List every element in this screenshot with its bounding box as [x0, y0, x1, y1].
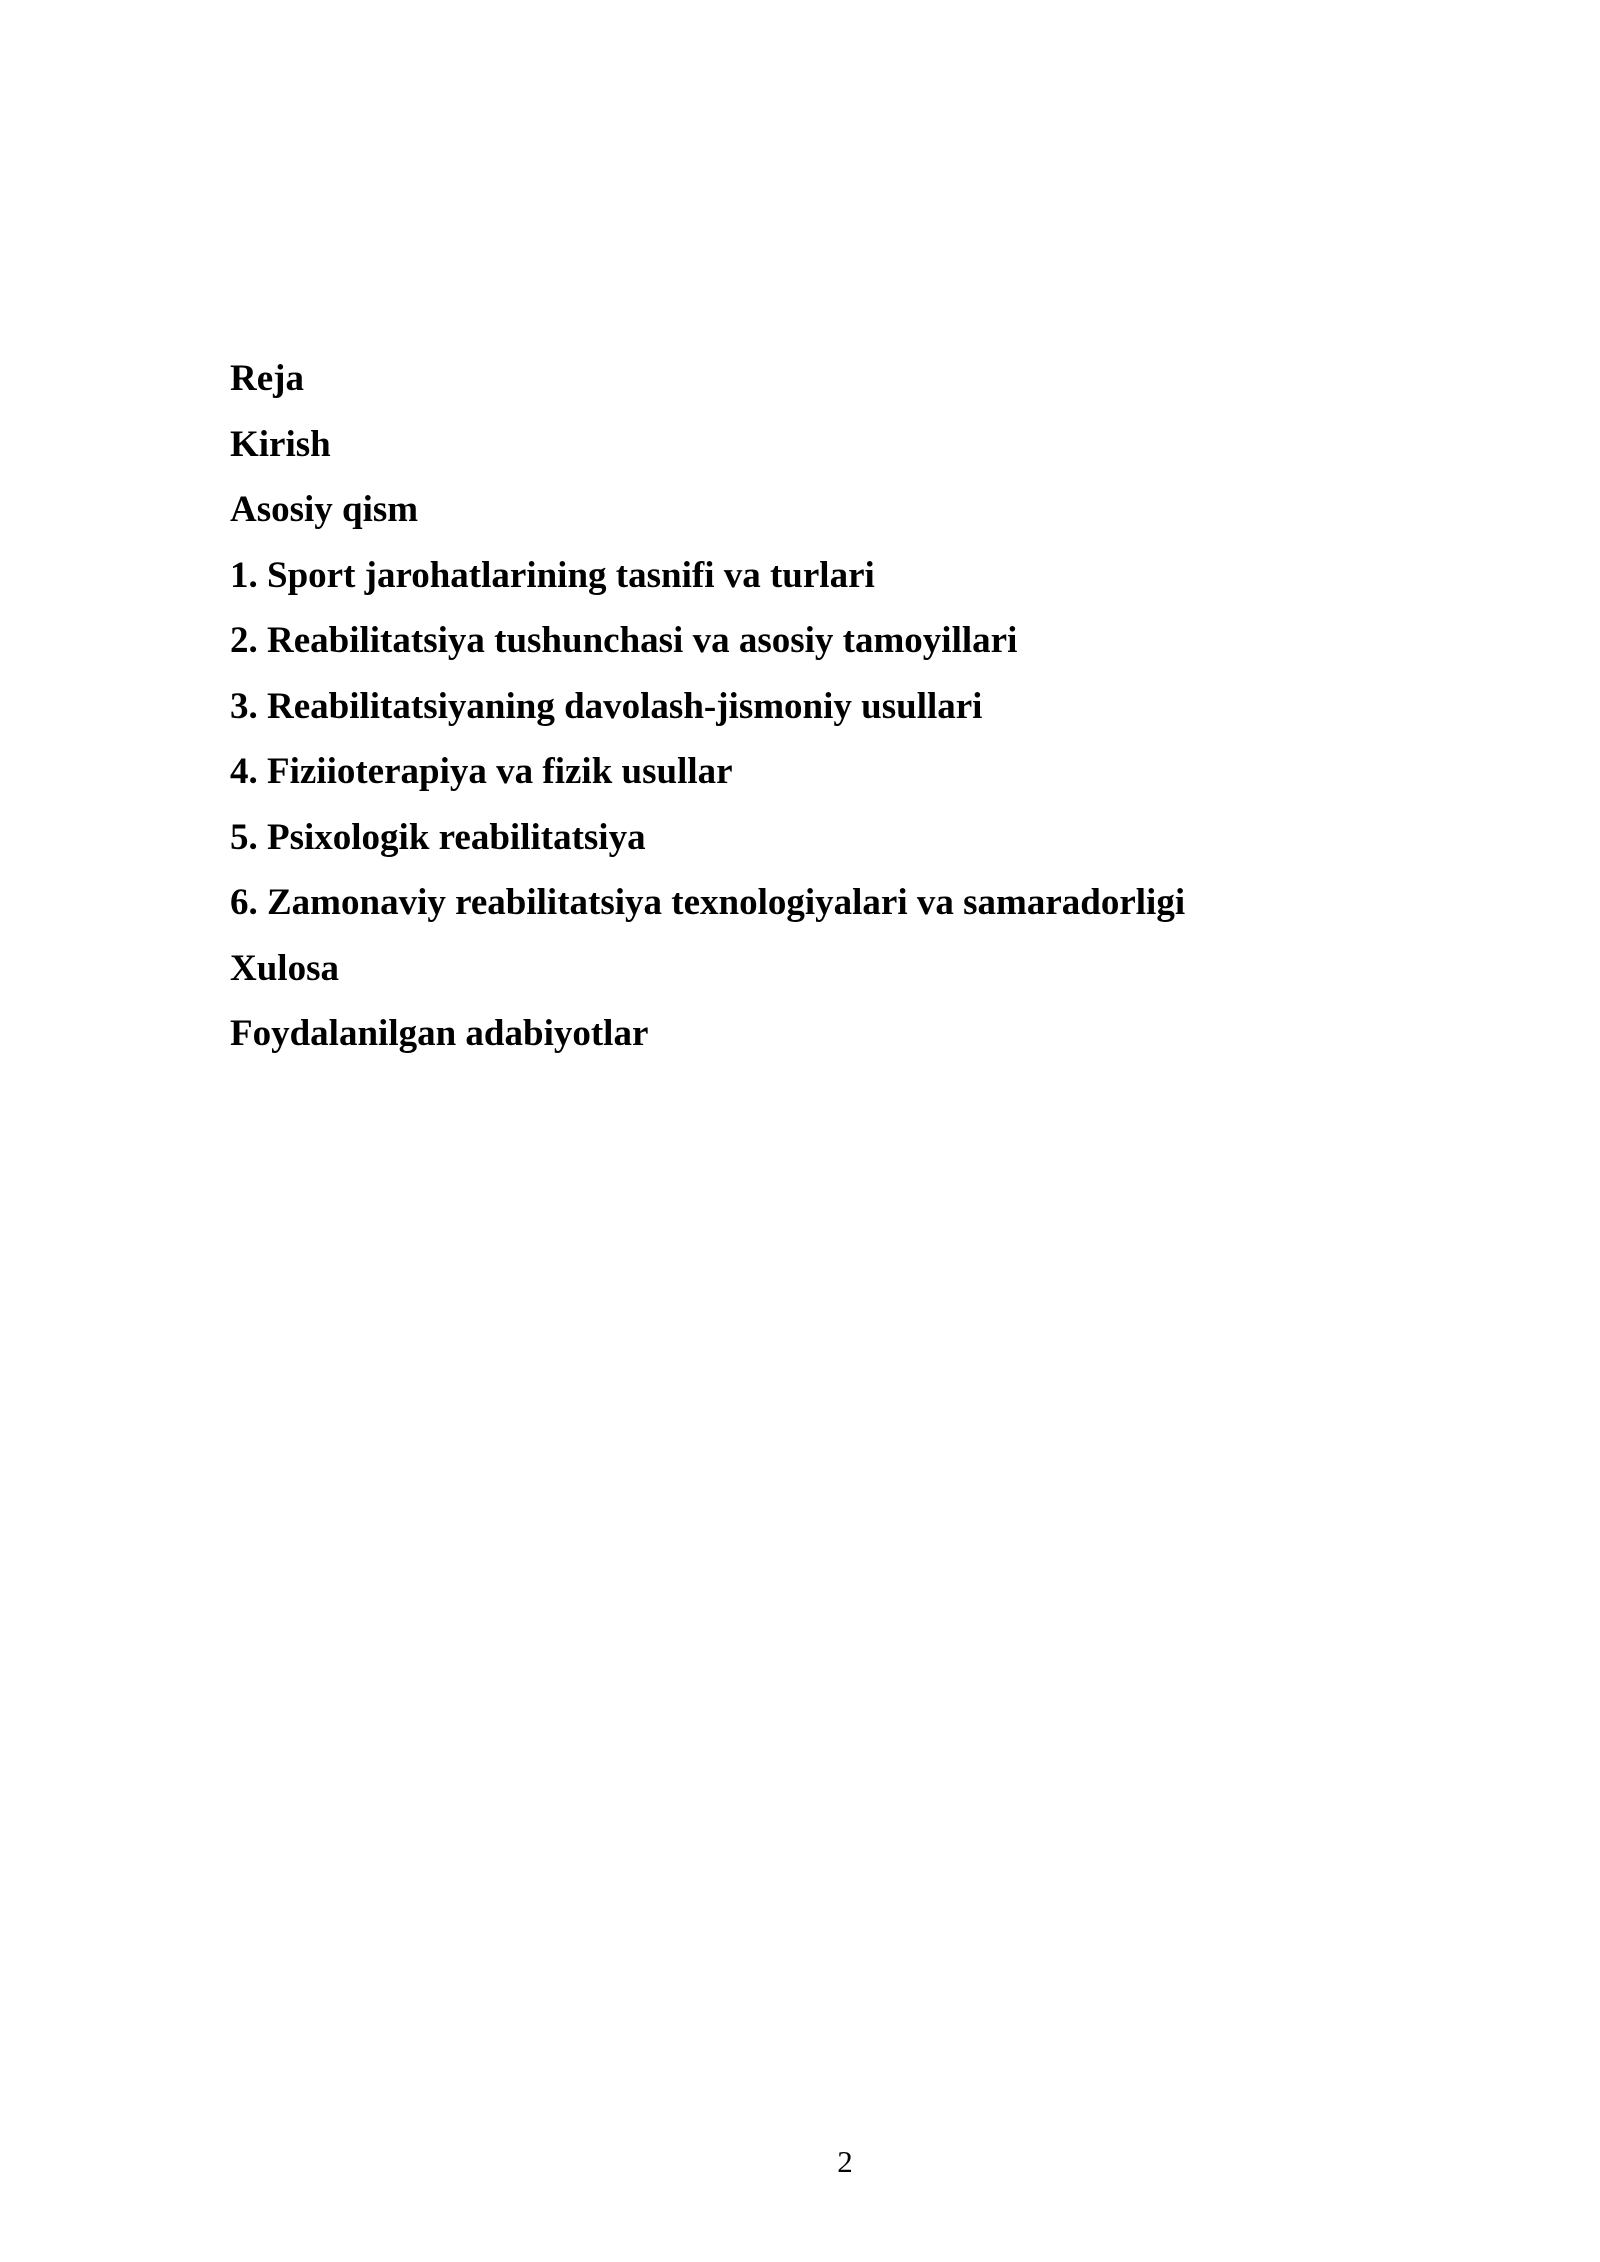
table-of-contents: [230, 346, 1185, 1067]
toc-item-adabiyotlar: Foydalanilgan adabiyotlar: [230, 1013, 649, 1054]
toc-heading-reja: Reja: [230, 358, 304, 399]
toc-item-asosiy-qism: Asosiy qism: [230, 489, 419, 530]
toc-item-2: 2. Reabilitatsiya tushunchasi va asosiy tamoyillari: [230, 620, 1018, 661]
toc-item-xulosa: Xulosa: [230, 947, 339, 989]
toc-item-3: 3. Reabilitatsiyaning davolash-jismoniy usullari: [230, 685, 983, 727]
page-number: 2: [837, 2144, 853, 2179]
toc-item-6: 6. Zamonaviy reabilitatsiya texnologiyalari va samaradorligi: [230, 882, 1186, 923]
toc-item-5: 5. Psixologik reabilitatsiya: [230, 816, 646, 858]
toc-item-kirish: Kirish: [230, 423, 331, 465]
toc-item-4: 4. Fiziioterapiya va fizik usullar: [230, 751, 733, 792]
toc-item-1: 1. Sport jarohatlarining tasnifi va turlari: [230, 554, 875, 596]
